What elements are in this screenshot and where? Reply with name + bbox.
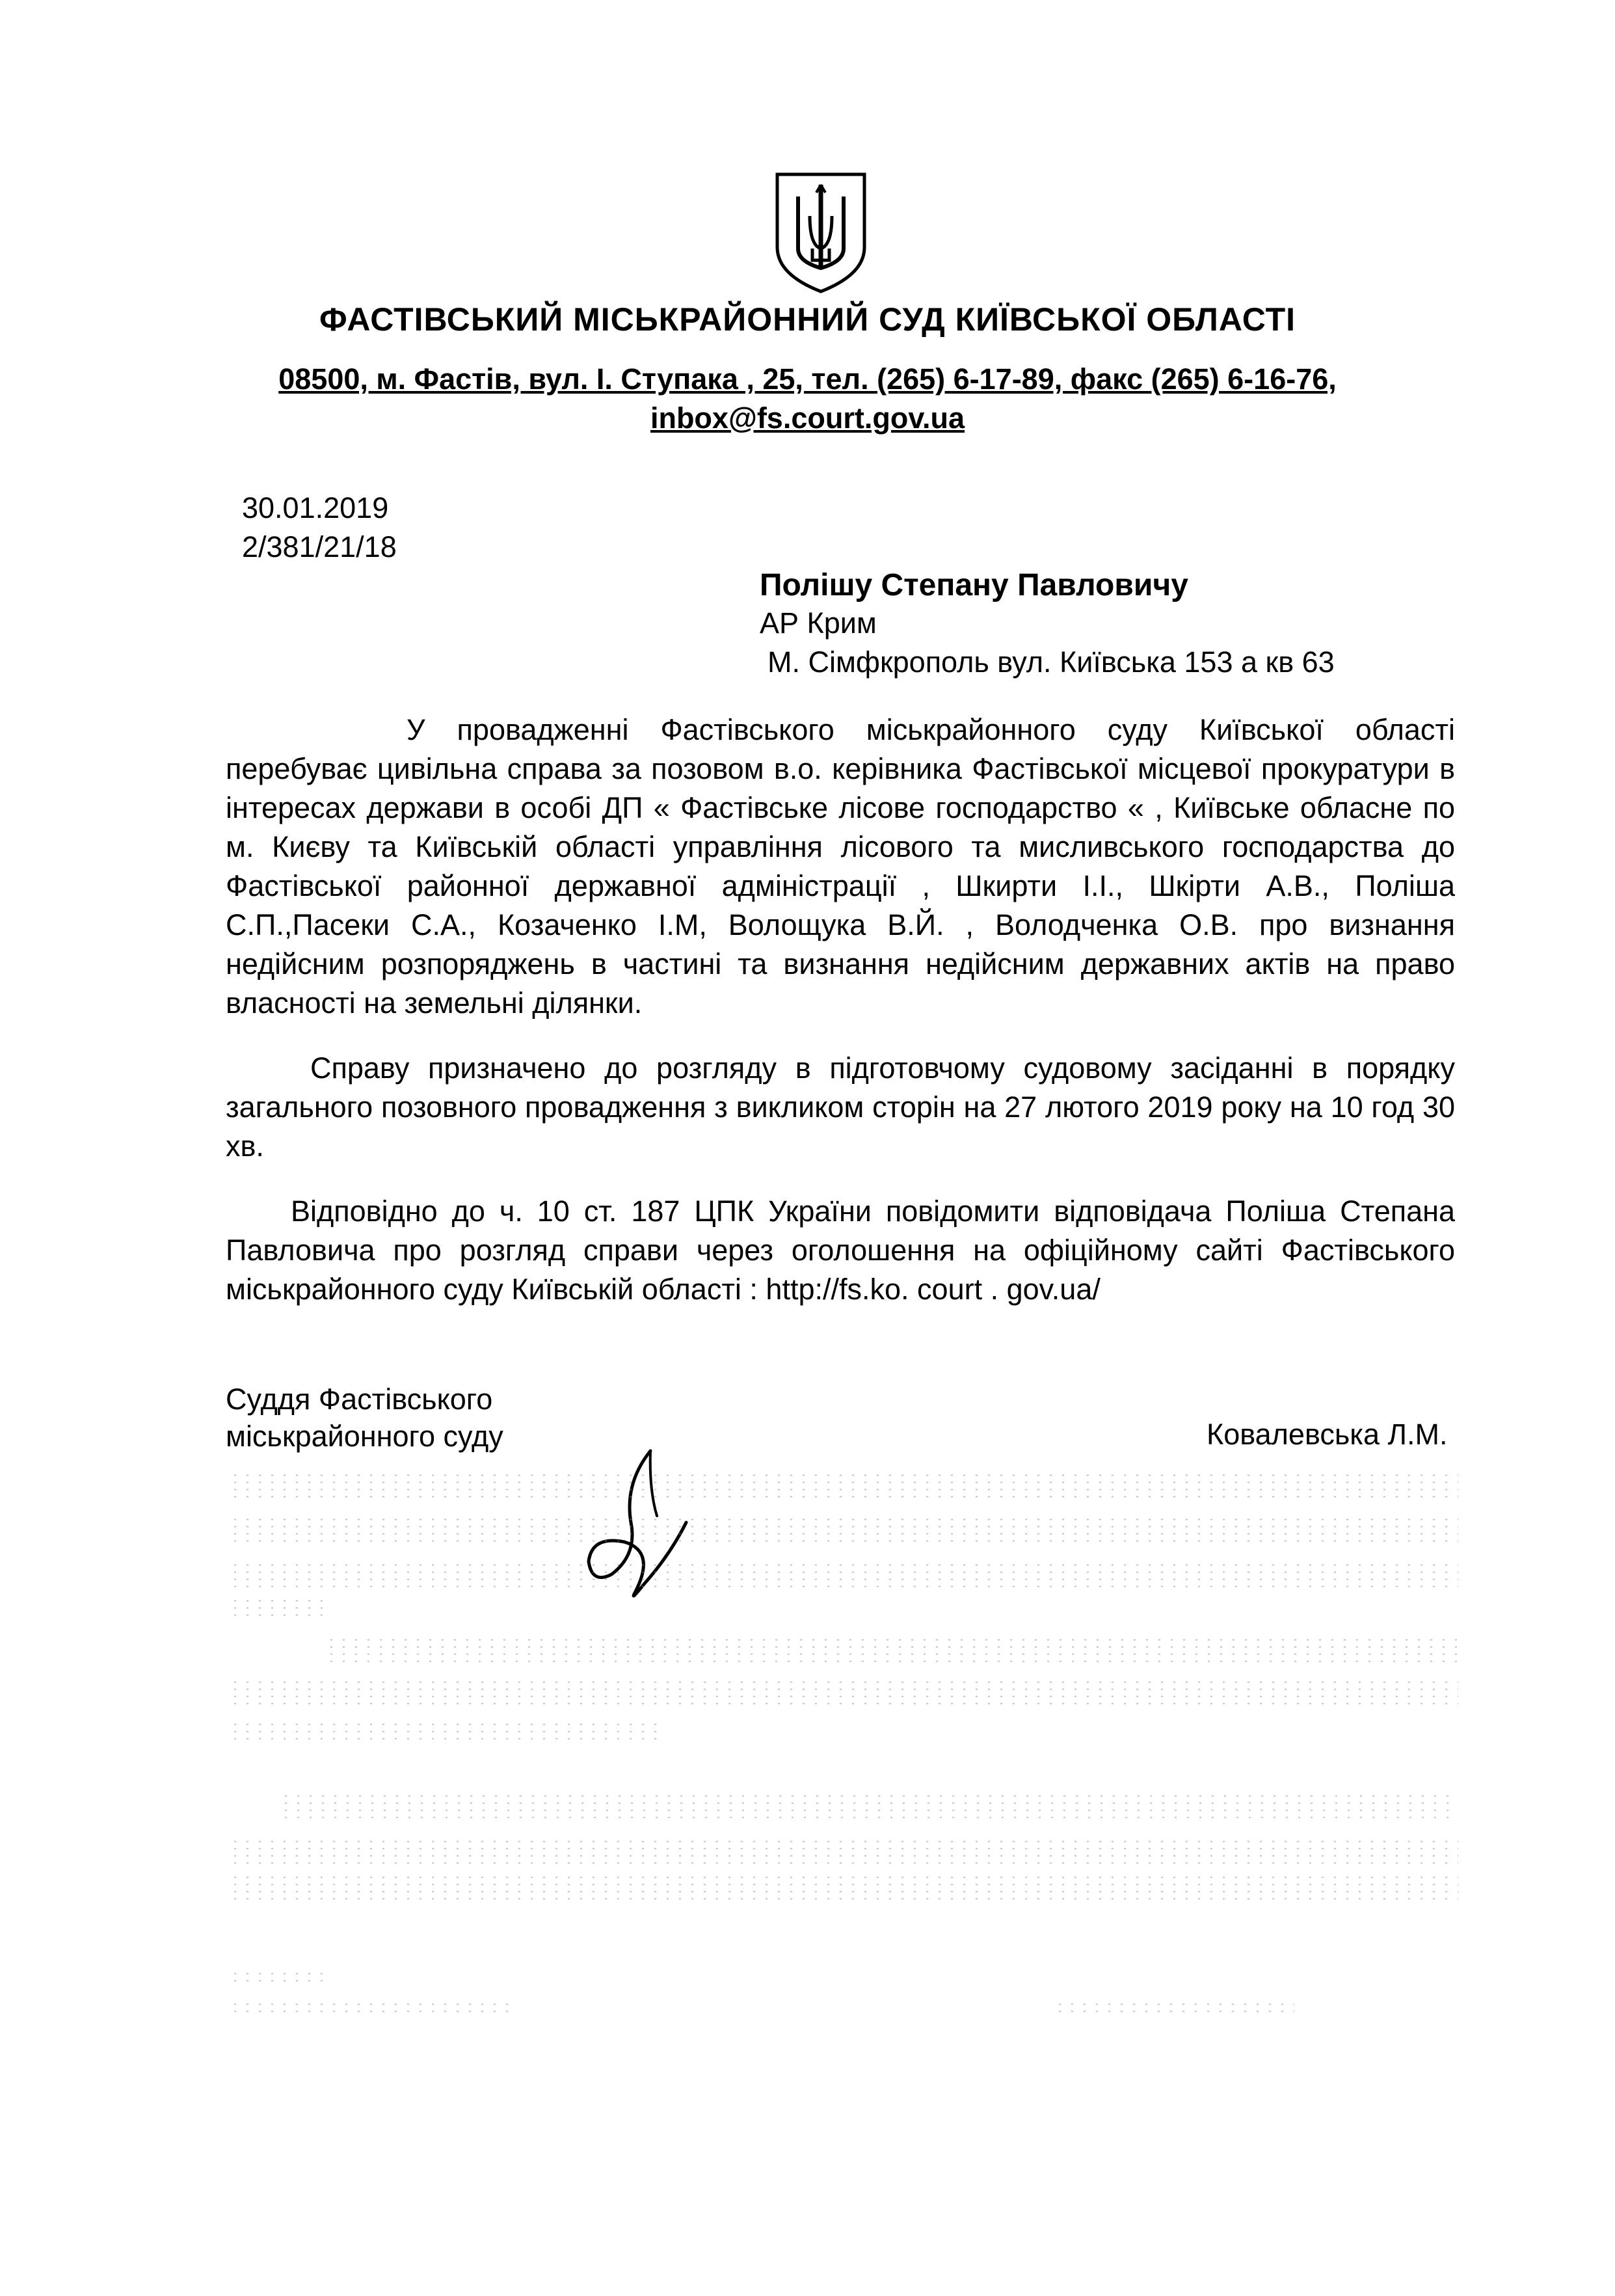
document-date: 30.01.2019 [242,491,389,524]
court-name: ФАСТІВСЬКИЙ МІСЬКРАЙОННИЙ СУД КИЇВСЬКОЇ ОБЛАСТІ [319,301,1296,338]
coat-of-arms-icon [772,170,870,294]
body-paragraph-notice: Відповідно до ч. 10 ст. 187 ЦПК України повідомити відповідача Поліша Степана Павловича про розгляд справи через оголошення на офіційному сайті Фастівського міськрайонного суду Київській області : http://fs.ko. court . gov.ua/ [226,1195,1455,1306]
judge-name: Ковалевська Л.М. [1207,1418,1448,1451]
recipient-address: М. Сімфкрополь вул. Київська 153 а кв 63 [767,645,1335,679]
body-paragraph-proceedings: У провадженні Фастівського міськрайонного суду Київської області перебуває цивільна справа за позовом в.о. керівника Фастівської місцевої прокуратури в інтересах держави в особі ДП « Фастівське лісове господарство « , Київське обласне по м. Києву та Київській області управління лісового та мисливського господарства до Фастівської районної державної адміністрації , Шкирти І.І., Шкірти А.В., Поліша С.П.,Пасеки С.А., Козаченко І.М, Волощука В.Й. , Володченка О.В. про визнання недійсним розпоряджень в частині та визнання недійсним державних актів на право власності на земельні ділянки. [226,713,1455,1020]
bleed-through-marks [229,1721,658,1744]
case-number: 2/381/21/18 [242,530,397,563]
bleed-through-marks [229,1874,1458,1900]
recipient-region: АР Крим [760,606,877,640]
bleed-through-marks [229,1516,1458,1542]
bleed-through-marks [229,1679,1458,1705]
court-address: 08500, м. Фастів, вул. І. Ступака , 25, тел. (265) 6-17-89, факс (265) 6-16-76, [278,362,1337,396]
bleed-through-marks [280,1792,1457,1818]
bleed-through-marks [1054,2001,1294,2017]
bleed-through-marks [229,1970,333,1986]
bleed-through-marks [229,2001,509,2017]
bleed-through-marks [229,1838,1458,1864]
bleed-through-marks [229,1472,1458,1498]
recipient-name: Полішу Степану Павловичу [760,568,1188,602]
signature-title-line1: Суддя Фастівського [226,1383,493,1416]
bleed-through-marks [325,1636,1457,1662]
bleed-through-marks [229,1597,333,1617]
bleed-through-marks [229,1561,1458,1587]
body-paragraph-hearing: Справу призначено до розгляду в підготовчому судовому засіданні в порядку загального позовного провадження з викликом сторін на 27 лютого 2019 року на 10 год 30 хв. [226,1051,1455,1163]
signature-title-line2: міськрайонного суду [226,1420,503,1453]
court-email: inbox@fs.court.gov.ua [650,401,965,435]
